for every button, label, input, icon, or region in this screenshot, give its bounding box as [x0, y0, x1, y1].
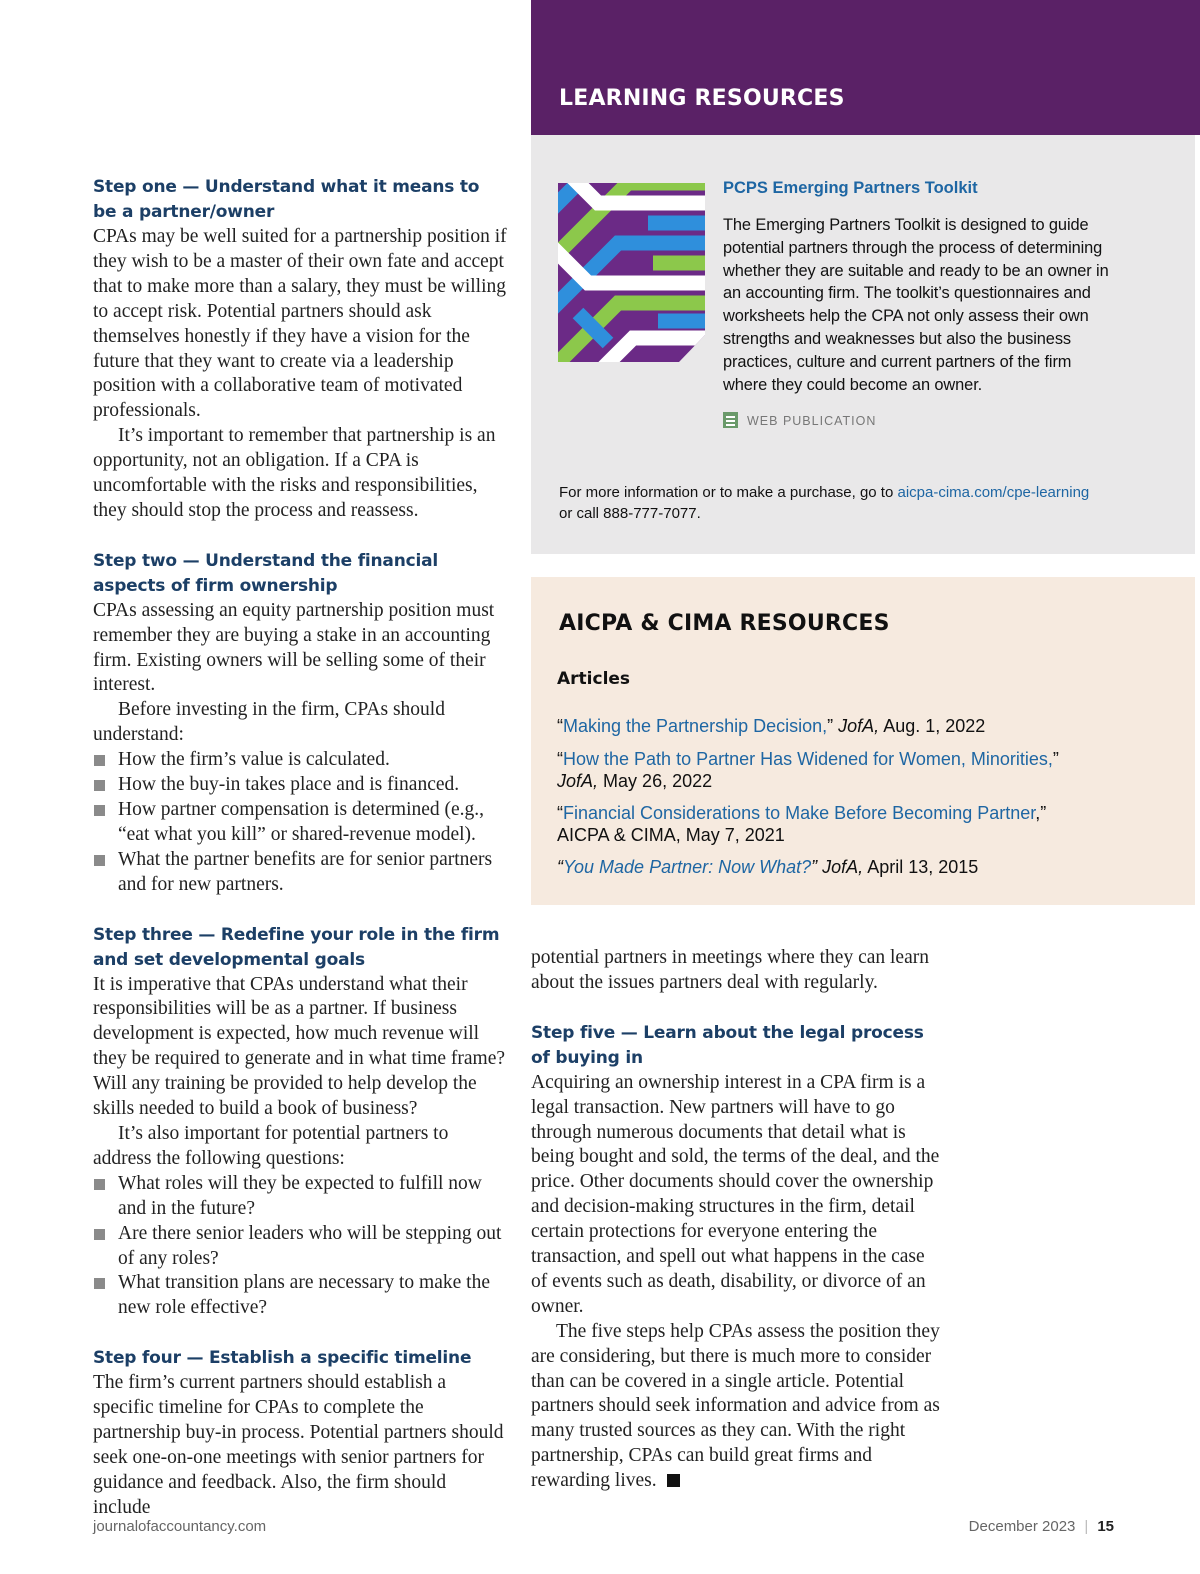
- list-item-text: How the firm’s value is calculated.: [118, 749, 390, 771]
- right-column: [531, 946, 941, 1494]
- square-bullet-icon: [94, 1278, 105, 1289]
- more-info-prefix: For more information or to make a purchase, go to: [559, 484, 898, 501]
- article-date: May 7, 2021: [685, 825, 785, 845]
- continued-paragraph: potential partners in meetings where they can learn about the issues partners deal with regularly.: [531, 947, 929, 993]
- footer-issue: [969, 1518, 1114, 1535]
- toolkit-title[interactable]: PCPS Emerging Partners Toolkit: [723, 179, 978, 197]
- article-date: May 26, 2022: [603, 771, 713, 791]
- article-item: “You Made Partner: Now What?” JofA, April 13, 2015: [557, 857, 979, 877]
- square-bullet-icon: [94, 780, 105, 791]
- article-source: JofA,: [822, 857, 864, 877]
- aicpa-resources-title: AICPA & CIMA RESOURCES: [559, 611, 890, 636]
- step-five-heading: Step five — Learn about the legal process of buying in: [531, 1022, 924, 1068]
- issue-date: December 2023: [968, 1518, 1076, 1535]
- publication-format: [723, 412, 876, 428]
- list-item-text: What transition plans are necessary to make the new role effective?: [118, 1272, 490, 1319]
- list-item-text: What roles will they be expected to fulfill now and in the future?: [118, 1172, 482, 1219]
- more-info-text: [559, 482, 1159, 524]
- toolkit-cover-image: [558, 183, 705, 362]
- step-five-paragraph-2: [531, 1320, 941, 1494]
- article-source: AICPA & CIMA,: [557, 825, 681, 845]
- step-one-paragraph: CPAs may be well suited for a partnership position if they wish to be a master of their own fate and accept that to make more than a salary, they must be willing to accept risk. Potential partners should ask themselves honestly if they have a vision for the future that they want to create via a leadership position with a collaborative team of motivated professionals.: [93, 226, 507, 422]
- end-of-article-icon: [667, 1474, 680, 1487]
- step-three-bullet-list: [93, 1172, 508, 1321]
- square-bullet-icon: [94, 1179, 105, 1190]
- closing-text: The five steps help CPAs assess the position they are considering, but there is much more to consider than can be covered in a single article. Potential partners should seek information and advice from as many trusted sources as they can. With the right partnership, CPAs can build great firms and rewarding lives.: [531, 1320, 940, 1492]
- list-item: [93, 748, 508, 773]
- list-item: [93, 848, 508, 898]
- square-bullet-icon: [94, 855, 105, 866]
- list-item: [93, 1222, 508, 1272]
- aicpa-cima-resources-box: [531, 577, 1195, 905]
- left-column: [93, 175, 508, 1521]
- step-three-paragraph: It is imperative that CPAs understand what their responsibilities will be as a partner. If business development is expected, how much revenue will they be required to generate and in what time frame? Will any training be provided to help develop the skills needed to build a book of business?: [93, 973, 506, 1120]
- footer-divider: |: [1084, 1518, 1089, 1535]
- article-source: JofA,: [557, 771, 599, 791]
- step-one-heading: Step one — Understand what it means to be a partner/owner: [93, 177, 480, 222]
- article-link[interactable]: You Made Partner: Now What?: [563, 857, 812, 877]
- publication-format-label: WEB PUBLICATION: [747, 414, 877, 428]
- articles-heading: Articles: [557, 669, 631, 689]
- article-date: April 13, 2015: [867, 857, 979, 877]
- learning-resources-header: [531, 0, 1200, 135]
- list-item-text: Are there senior leaders who will be stepping out of any roles?: [118, 1222, 502, 1269]
- footer-website: journalofaccountancy.com: [93, 1518, 267, 1535]
- list-item-text: How the buy-in takes place and is financed.: [118, 774, 460, 796]
- article-item: “Making the Partnership Decision,” JofA, Aug. 1, 2022: [557, 716, 986, 736]
- article-item: “How the Path to Partner Has Widened for Women, Minorities,” JofA, May 26, 2022: [557, 749, 1059, 791]
- page-number: 15: [1097, 1518, 1114, 1535]
- list-item: [93, 798, 508, 848]
- step-four-paragraph: The firm’s current partners should establish a specific timeline for CPAs to complete the partnership buy-in process. Potential partners should seek one-on-one meetings with senior partners for guidance and feedback. Also, the firm should include: [93, 1372, 504, 1518]
- step-two-heading: Step two — Understand the financial aspects of firm ownership: [93, 550, 439, 596]
- article-item: “Financial Considerations to Make Before Becoming Partner,” AICPA & CIMA, May 7, 2021: [557, 803, 1047, 845]
- article-source: JofA,: [838, 716, 880, 736]
- step-three-paragraph-2: It’s also important for potential partners to address the following questions:: [93, 1122, 449, 1169]
- square-bullet-icon: [94, 1229, 105, 1240]
- step-three-heading: Step three — Redefine your role in the firm and set developmental goals: [93, 924, 500, 970]
- square-bullet-icon: [94, 755, 105, 766]
- list-item: [93, 1172, 508, 1222]
- more-info-phone: or call 888-777-7077.: [559, 505, 701, 522]
- learning-resources-title: LEARNING RESOURCES: [559, 86, 845, 111]
- toolkit-description: The Emerging Partners Toolkit is designed to guide potential partners through the process of determining whether they are suitable and ready to be an owner in an accounting firm. The toolkit’s questionnaires and worksheets help the CPA not only assess their own strengths and weaknesses but also the business practices, culture and current partners of the firm where they could become an owner.: [723, 216, 1109, 394]
- article-link[interactable]: How the Path to Partner Has Widened for Women, Minorities,: [563, 749, 1053, 769]
- article-date: Aug. 1, 2022: [883, 716, 986, 736]
- step-four-heading: Step four — Establish a specific timeline: [93, 1348, 472, 1369]
- list-item-text: What the partner benefits are for senior partners and for new partners.: [118, 848, 493, 895]
- step-two-paragraph: CPAs assessing an equity partnership position must remember they are buying a stake in an accounting firm. Existing owners will be selling some of their interest.: [93, 599, 495, 696]
- square-bullet-icon: [94, 805, 105, 816]
- step-two-bullet-list: [93, 748, 508, 897]
- list-item: [93, 773, 508, 798]
- document-icon: [723, 412, 738, 428]
- learning-resources-box: [531, 135, 1195, 554]
- step-two-paragraph-2: Before investing in the firm, CPAs should understand:: [93, 699, 445, 746]
- list-item: [93, 1271, 508, 1321]
- cpe-learning-link[interactable]: aicpa-cima.com/cpe-learning: [897, 484, 1090, 501]
- step-five-paragraph: Acquiring an ownership interest in a CPA firm is a legal transaction. New partners will have to go through numerous documents that detail what is being bought and sold, the terms of the deal, and the price. Other documents should cover the ownership and decision-making structures in the firm, detail certain protections for everyone entering the transaction, and spell out what happens in the case of events such as death, disability, or divorce of an owner.: [531, 1071, 940, 1317]
- step-one-paragraph-2: It’s important to remember that partnership is an opportunity, not an obligation. If a CPA is uncomfortable with the risks and responsibilities, they should stop the process and reassess.: [93, 425, 496, 521]
- article-link[interactable]: Making the Partnership Decision,: [563, 716, 828, 736]
- list-item-text: How partner compensation is determined (e.g., “eat what you kill” or shared-revenue model).: [118, 799, 485, 845]
- article-link[interactable]: Financial Considerations to Make Before Becoming Partner: [563, 803, 1036, 823]
